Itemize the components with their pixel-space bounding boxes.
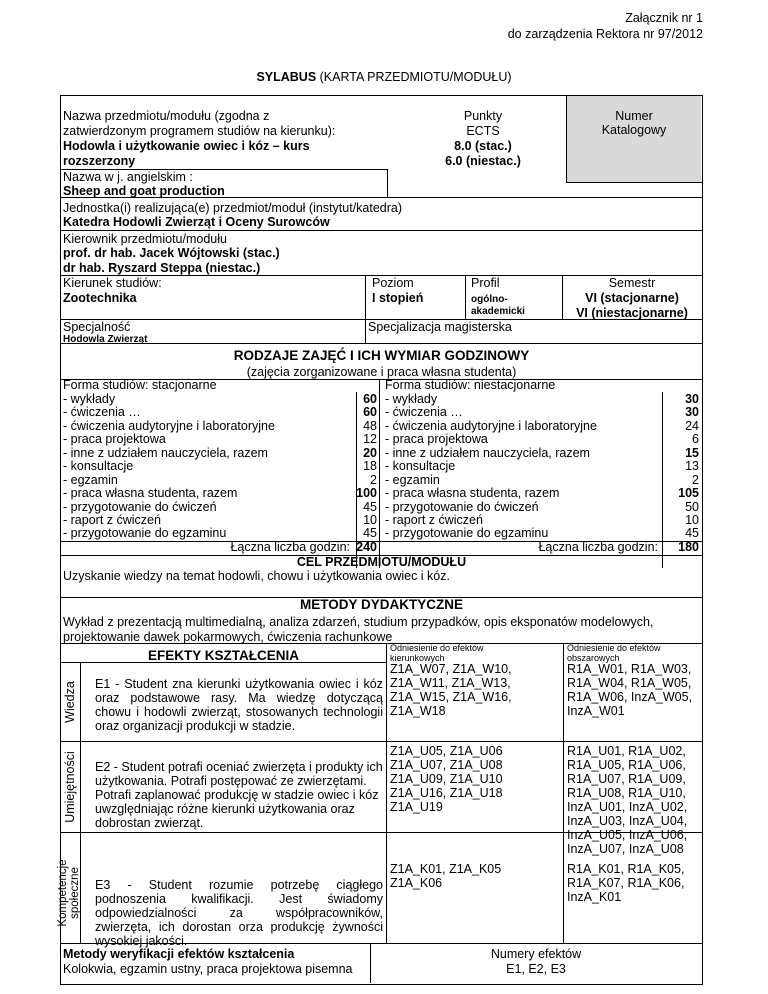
niestac-total: 180 — [678, 540, 699, 554]
head-name-2: dr hab. Ryszard Steppa (niestac.) — [63, 261, 261, 275]
spec-label: Specjalność — [63, 320, 131, 334]
level-label: Poziom — [372, 276, 414, 290]
stac-header: Forma studiów: stacjonarne — [63, 378, 217, 392]
ref-code: Z1A_U16, Z1A_U18 — [390, 786, 503, 800]
niestac-item: - raport z ćwiczeń — [385, 512, 483, 527]
ref-dir-label-2: kierunkowych — [390, 653, 445, 663]
stac-value: 45 — [363, 499, 377, 514]
effect-e2-text: E2 - Student potrafi oceniać zwierzęta i produkty ich użytkowania. Potrafi postępować ze zwierzętami. Potrafi zaplanować produkcję w stadzie owiec i kóz uwzględniając różne kierunki użytkowania oraz dobrostan zwierząt. — [95, 760, 383, 830]
ref-code: Z1A_W18 — [390, 704, 446, 718]
ref-code: Z1A_U09, Z1A_U10 — [390, 772, 503, 786]
semester-label: Semestr — [608, 276, 656, 290]
course-name-2: rozszerzony — [63, 154, 136, 168]
profile-value-2: akademicki — [471, 306, 525, 317]
ref-code: Z1A_K06 — [390, 876, 443, 890]
stac-value: 2 — [370, 472, 377, 487]
stac-item: - praca projektowa — [63, 432, 166, 447]
decree-label: do zarządzenia Rektora nr 97/2012 — [507, 27, 703, 41]
page-title: SYLABUS (KARTA PRZEDMIOTU/MODUŁU) — [256, 70, 512, 84]
ref-code: Z1A_W11, Z1A_W13, — [390, 676, 511, 690]
stac-total: 240 — [356, 540, 377, 554]
course-name-label-2: zatwierdzonym programem studiów na kierunku): — [63, 124, 336, 138]
goal-text: Uzyskanie wiedzy na temat hodowli, chowu i użytkowania owiec i kóz. — [63, 569, 450, 583]
head-label: Kierownik przedmiotu/modułu — [63, 232, 227, 246]
ref-code: R1A_W01, R1A_W03, — [567, 662, 692, 676]
niestac-item: - egzamin — [385, 472, 440, 487]
unit-name: Katedra Hodowli Zwierząt i Oceny Surowców — [63, 215, 330, 229]
ects-label-2: ECTS — [466, 124, 500, 138]
niestac-value: 30 — [685, 392, 699, 406]
stac-item: - ćwiczenia audytoryjne i laboratoryjne — [63, 418, 275, 433]
niestac-value: 2 — [692, 472, 699, 487]
ects-niestac: 6.0 (niestac.) — [445, 154, 521, 168]
stac-value: 60 — [363, 392, 377, 406]
methods-text-1: Wykład z prezentacją multimedialną, analiza zdarzeń, studium przypadków, opis eksponatów modelowych, — [63, 615, 654, 629]
stac-value: 48 — [363, 418, 377, 433]
category-social-2: społeczne — [69, 867, 81, 919]
effect-e3-dir — [390, 862, 501, 890]
niestac-value: 45 — [685, 526, 699, 541]
niestac-header: Forma studiów: niestacjonarne — [385, 378, 556, 392]
ref-code: R1A_W04, R1A_W05, — [567, 676, 692, 690]
field-label: Kierunek studiów: — [63, 276, 162, 290]
ref-code: Z1A_U05, Z1A_U06 — [390, 744, 503, 758]
effect-e1-text: E1 - Student zna kierunki użytkowania owiec i kóz oraz podstawowe rasy. Ma wiedzę dotyczącą chowu i hodowli zwierząt, stosowanych technologii oraz organizacji produkcji w stadzie. — [95, 677, 383, 733]
category-social-1: Kompetencje — [57, 859, 69, 927]
stac-value-list — [356, 393, 377, 541]
ref-code: InzA_U03, InzA_U04, — [567, 814, 688, 828]
effect-e1-dir — [390, 662, 512, 718]
stac-item: - praca własna studenta, razem — [63, 486, 238, 501]
ref-code: Z1A_K01, Z1A_K05 — [390, 862, 502, 876]
niestac-total-label: Łączna liczba godzin: — [538, 540, 658, 554]
ref-code: R1A_W06, InzA_W05, — [567, 690, 693, 704]
goal-title: CEL PRZEDMIOTU/MODUŁU — [296, 555, 467, 569]
ref-code: InzA_K01 — [567, 890, 622, 904]
stac-total-label: Łączna liczba godzin: — [230, 540, 350, 554]
ref-code: R1A_K01, R1A_K05, — [567, 862, 685, 876]
english-name-label: Nazwa w j. angielskim : — [63, 170, 193, 184]
effect-numbers: E1, E2, E3 — [506, 962, 566, 976]
niestac-item: - praca własna studenta, razem — [385, 486, 560, 501]
niestac-value: 24 — [685, 418, 699, 433]
catalog-label-1: Numer — [615, 109, 653, 123]
hours-subtitle: (zajęcia zorganizowane i praca własna studenta) — [246, 365, 517, 379]
niestac-item: - przygotowanie do egzaminu — [385, 526, 549, 541]
ref-code: Z1A_U07, Z1A_U08 — [390, 758, 503, 772]
spec-value: Hodowla Zwierząt — [63, 334, 148, 345]
category-skills: Umiejętności — [63, 751, 77, 823]
semester-1: VI (stacjonarne) — [585, 291, 679, 305]
niestac-value: 10 — [685, 512, 699, 527]
ref-code: R1A_U01, R1A_U02, — [567, 744, 686, 758]
hours-title: RODZAJE ZAJĘĆ I ICH WYMIAR GODZINOWY — [233, 348, 530, 363]
niestac-value: 105 — [678, 486, 699, 501]
stac-item: - egzamin — [63, 472, 118, 487]
effect-e3-text: E3 - Student rozumie potrzebę ciągłego podnoszenia kwalifikacji. Jest świadomy odpowiedzialności za współpracowników, zwierzęta, ich dorostan orza produkcję żywności wysokiej jakości. — [95, 878, 383, 948]
ref-code: R1A_U08, R1A_U10, — [567, 786, 686, 800]
stac-value: 45 — [363, 526, 377, 541]
niestac-item-list — [385, 393, 597, 541]
stac-value: 12 — [363, 432, 377, 447]
verification-text: Kolokwia, egzamin ustny, praca projektowa pisemna — [63, 962, 353, 976]
attachment-label: Załącznik nr 1 — [625, 11, 703, 25]
niestac-value: 15 — [685, 445, 699, 460]
profile-label: Profil — [471, 276, 500, 290]
verification-label: Metody weryfikacji efektów kształcenia — [63, 947, 295, 961]
unit-label: Jednostka(i) realizująca(e) przedmiot/moduł (instytut/katedra) — [63, 201, 403, 215]
stac-item: - raport z ćwiczeń — [63, 512, 161, 527]
niestac-item: - wykłady — [385, 392, 438, 406]
ref-area-label-2: obszarowych — [567, 653, 620, 663]
effect-e2-dir — [390, 744, 503, 814]
stac-value: 60 — [363, 405, 377, 420]
course-name-1: Hodowla i użytkowanie owiec i kóz – kurs — [63, 139, 310, 153]
ects-label-1: Punkty — [463, 109, 503, 123]
english-name: Sheep and goat production — [63, 184, 225, 198]
course-name-label-1: Nazwa przedmiotu/modułu (zgodna z — [63, 109, 270, 123]
effect-numbers-label: Numery efektów — [490, 947, 582, 961]
niestac-item: - ćwiczenia audytoryjne i laboratoryjne — [385, 418, 597, 433]
ref-dir-label-1: Odniesienie do efektów — [390, 643, 484, 653]
ref-code: InzA_U07, InzA_U08 — [567, 842, 684, 856]
effect-e3-area — [567, 862, 684, 904]
master-spec-label: Specjalizacja magisterska — [368, 320, 512, 334]
stac-item: - wykłady — [63, 392, 116, 406]
level-value: I stopień — [372, 291, 424, 305]
category-social-competences — [57, 838, 83, 948]
effects-title: EFEKTY KSZTAŁCENIA — [147, 648, 299, 663]
ref-code: Z1A_W07, Z1A_W10, — [390, 662, 512, 676]
ref-code: InzA_W01 — [567, 704, 625, 718]
stac-item: - ćwiczenia … — [63, 405, 141, 420]
stac-item-list — [63, 393, 275, 541]
field-name: Zootechnika — [63, 291, 137, 305]
effect-e1-area — [567, 662, 692, 718]
niestac-item: - inne z udziałem nauczyciela, razem — [385, 445, 590, 460]
niestac-value: 50 — [685, 499, 699, 514]
ref-code: InzA_U01, InzA_U02, — [567, 800, 688, 814]
stac-value: 10 — [363, 512, 377, 527]
niestac-value-list — [662, 393, 699, 541]
category-knowledge: Wiedza — [63, 681, 77, 723]
methods-title: METODY DYDAKTYCZNE — [299, 597, 463, 612]
ref-code: Z1A_W15, Z1A_W16, — [390, 690, 512, 704]
methods-text-2: projektowanie dawek pokarmowych, ćwiczenia rachunkowe — [63, 630, 393, 644]
stac-item: - przygotowanie do ćwiczeń — [63, 499, 217, 514]
niestac-item: - praca projektowa — [385, 432, 488, 447]
niestac-value: 13 — [685, 459, 699, 474]
stac-item: - inne z udziałem nauczyciela, razem — [63, 445, 268, 460]
effect-e2-area — [567, 744, 687, 856]
niestac-item: - ćwiczenia … — [385, 405, 463, 420]
ref-code: Z1A_U19 — [390, 800, 443, 814]
head-name-1: prof. dr hab. Jacek Wójtowski (stac.) — [63, 246, 280, 260]
stac-value: 18 — [363, 459, 377, 474]
profile-value-1: ogólno- — [471, 294, 508, 305]
ref-code: R1A_K07, R1A_K06, — [567, 876, 685, 890]
ref-area-label-1: Odniesienie do efektów — [567, 643, 661, 653]
stac-item: - przygotowanie do egzaminu — [63, 526, 227, 541]
ref-code: R1A_U05, R1A_U06, — [567, 758, 686, 772]
catalog-label-2: Katalogowy — [601, 123, 667, 137]
ref-code: InzA_U05, InzA_U06, — [567, 828, 688, 842]
niestac-value: 6 — [692, 432, 699, 447]
niestac-item: - konsultacje — [385, 459, 456, 474]
stac-value: 20 — [363, 445, 377, 460]
stac-value: 100 — [356, 486, 377, 501]
ref-code: R1A_U07, R1A_U09, — [567, 772, 686, 786]
stac-item: - konsultacje — [63, 459, 134, 474]
niestac-item: - przygotowanie do ćwiczeń — [385, 499, 539, 514]
niestac-value: 30 — [685, 405, 699, 420]
ects-stac: 8.0 (stac.) — [454, 139, 512, 153]
semester-2: VI (niestacjonarne) — [576, 306, 688, 320]
